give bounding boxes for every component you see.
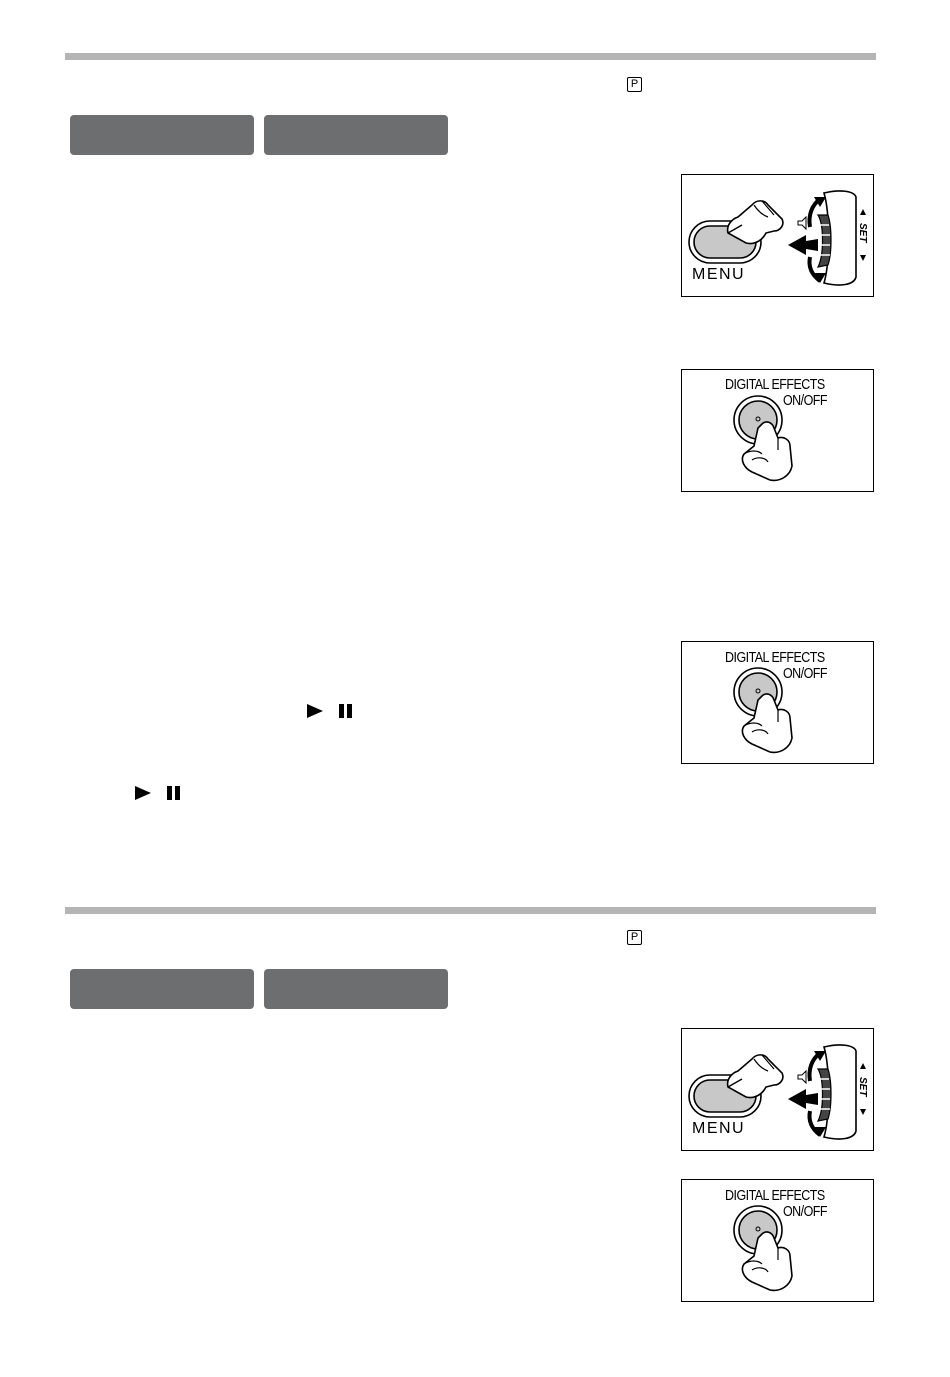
hand-press-icon (682, 642, 875, 765)
on-off-label: ON/OFF (783, 666, 828, 682)
program-mode-icon: P (627, 930, 642, 945)
mode-tab-camera (70, 969, 254, 1009)
mode-tab-play (264, 115, 448, 155)
section-divider (65, 907, 876, 914)
menu-dial-figure (681, 1028, 874, 1151)
digital-effects-label: DIGITAL EFFECTS (725, 1188, 825, 1204)
set-dial-label: SET (857, 1077, 868, 1097)
mode-tab-play (264, 969, 448, 1009)
digital-effects-figure (681, 369, 874, 492)
play-pause-icon (133, 785, 183, 801)
on-off-label: ON/OFF (783, 1204, 828, 1220)
program-mode-icon: P (627, 77, 642, 92)
on-off-label: ON/OFF (783, 393, 828, 409)
digital-effects-figure (681, 1179, 874, 1302)
menu-dial-figure (681, 174, 874, 297)
menu-button-label: MENU (692, 1120, 746, 1137)
digital-effects-label: DIGITAL EFFECTS (725, 377, 825, 393)
set-dial-label: SET (857, 223, 868, 243)
mode-tab-camera (70, 115, 254, 155)
section-divider (65, 53, 876, 60)
menu-button-label: MENU (692, 266, 746, 283)
digital-effects-figure (681, 641, 874, 764)
hand-press-icon (682, 1180, 875, 1303)
hand-press-icon (682, 370, 875, 493)
play-pause-icon (305, 703, 355, 719)
digital-effects-label: DIGITAL EFFECTS (725, 650, 825, 666)
